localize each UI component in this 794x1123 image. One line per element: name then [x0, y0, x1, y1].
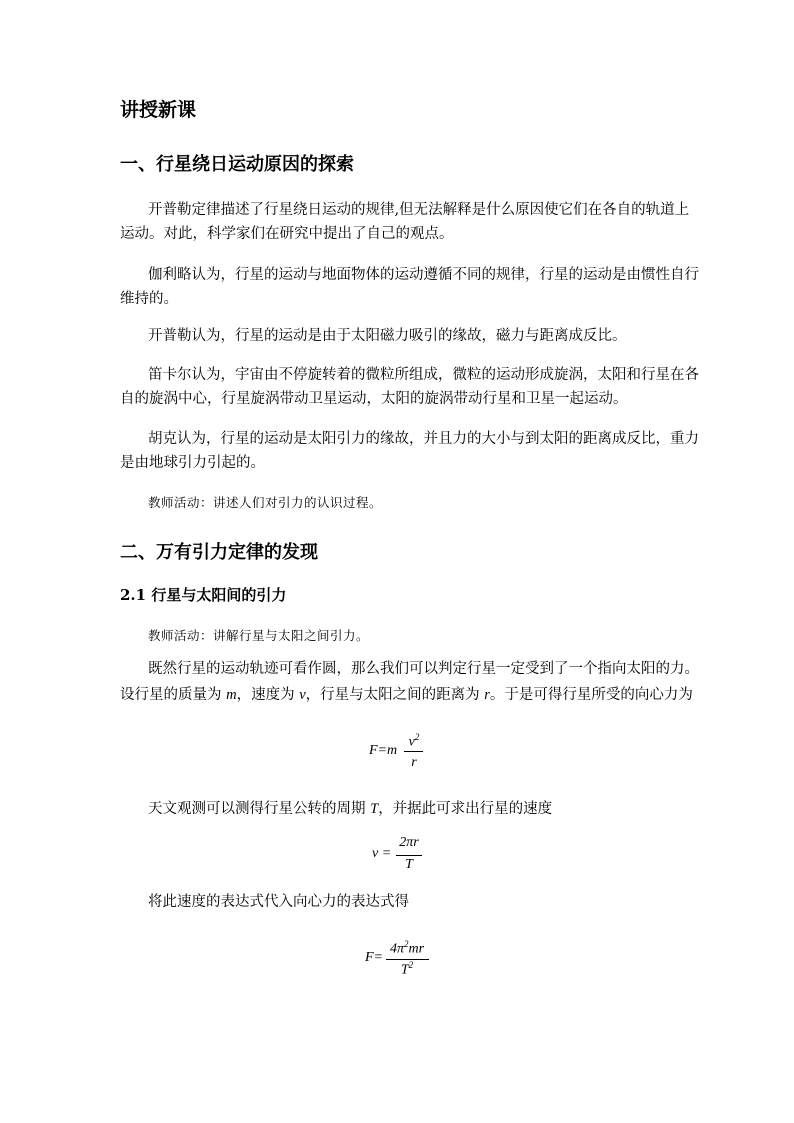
section1-heading: 一、行星绕日运动原因的探索: [120, 154, 354, 175]
section2-subheading: 2.1 行星与太阳间的引力: [120, 586, 287, 604]
section2-p1-line2: [120, 686, 693, 704]
section1-p4-line1: 笛卡尔认为，宇宙由不停旋转着的微粒所组成，微粒的运动形成旋涡，太阳和行星在各: [148, 367, 699, 383]
section1-p1-line1: 开普勒定律描述了行星绕日运动的规律,但无法解释是什么原因使它们在各自的轨道上: [148, 202, 690, 218]
var-v: v: [299, 687, 306, 703]
section1-p5-line1: 胡克认为，行星的运动是太阳引力的缘故，并且力的大小与到太阳的距离成反比，重力: [148, 431, 699, 447]
formula1-denominator: r: [411, 755, 417, 770]
var-r: r: [484, 687, 490, 703]
section1-p5-line2: 是由地球引力引起的。: [120, 455, 265, 471]
formula2-denominator: T: [405, 857, 413, 872]
lesson-title: 讲授新课: [120, 99, 197, 121]
text-run: 设行星的质量为: [120, 687, 227, 703]
section1-teacher-note: 教师活动：讲述人们对引力的认识过程。: [148, 495, 383, 510]
section1-p2-line2: 维持的。: [120, 291, 178, 307]
formula2-fraction-bar: [396, 855, 422, 856]
section1-p2-line1: 伽利略认为，行星的运动与地面物体的运动遵循不同的规律，行星的运动是由惯性自行: [148, 267, 699, 283]
formula1-fraction-bar: [404, 751, 423, 752]
text-run: 。于是可得行星所受的向心力为: [489, 687, 693, 703]
section2-p3: 将此速度的表达式代入向心力的表达式得: [148, 894, 409, 910]
text-run: ，行星与太阳之间的距离为: [305, 687, 485, 703]
formula1-numerator: $v^2$: [408, 732, 420, 750]
var-T: T: [370, 801, 379, 817]
section1-p3-line1: 开普勒认为，行星的运动是由于太阳磁力吸引的缘故，磁力与距离成反比。: [148, 328, 627, 344]
formula3-denominator: $T^2$: [400, 960, 414, 978]
formula1-lhs: F=m: [369, 743, 398, 758]
text-run: ，速度为: [236, 687, 300, 703]
text-run: ，并据此可求出行星的速度: [378, 801, 553, 817]
section2-heading: 二、万有引力定律的发现: [120, 542, 318, 563]
section1-p4-line2: 自的旋涡中心，行星旋涡带动卫星运动，太阳的旋涡带动行星和卫星一起运动。: [120, 391, 628, 407]
section2-teacher-note: 教师活动：讲解行星与太阳之间引力。: [148, 628, 370, 643]
text-run: 天文观测可以测得行星公转的周期: [148, 801, 371, 817]
section1-p1-line2: 运动。对此，科学家们在研究中提出了自己的观点。: [120, 226, 454, 242]
formula2-lhs: v =: [372, 846, 392, 861]
formula3-numerator: $4\pi^2mr$: [389, 939, 425, 957]
section2-p2: [148, 800, 552, 818]
formula3-lhs: F=: [365, 950, 383, 965]
var-m: m: [226, 687, 237, 703]
section2-p1-line1: 既然行星的运动轨迹可看作圆，那么我们可以判定行星一定受到了一个指向太阳的力。: [148, 661, 699, 677]
formula2-numerator: 2πr: [399, 835, 419, 850]
